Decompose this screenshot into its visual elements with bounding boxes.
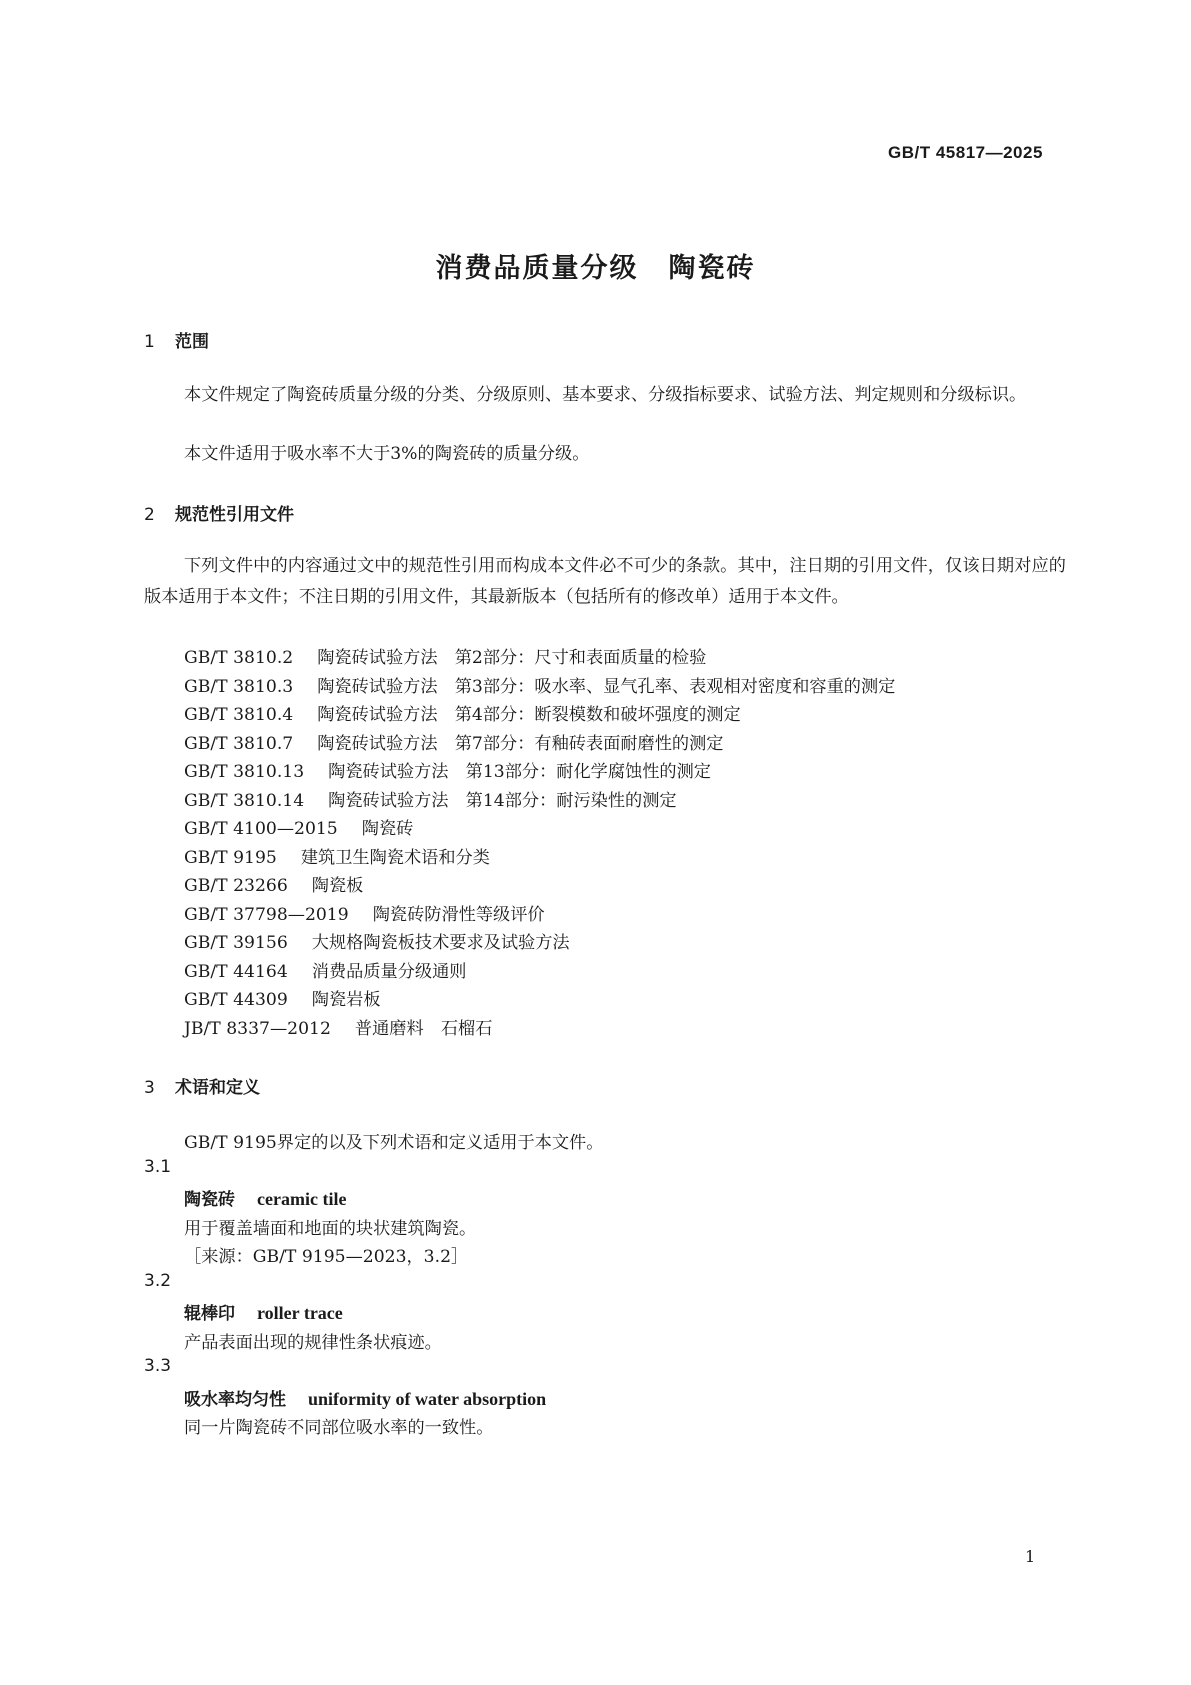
term-definition: 用于覆盖墙面和地面的块状建筑陶瓷。 [184, 1219, 477, 1239]
normative-references-intro: 下列文件中的内容通过文中的规范性引用而构成本文件必不可少的条款。其中，注日期的引用文件，仅该日期对应的版本适用于本文件；不注日期的引用文件，其最新版本（包括所有的修改单）适用于本文件。 [144, 556, 1066, 607]
term-number: 3.3 [144, 1356, 172, 1376]
terms-intro: GB/T 9195界定的以及下列术语和定义适用于本文件。 [184, 1133, 604, 1153]
reference-item: GB/T 44309 陶瓷岩板 [184, 990, 381, 1010]
reference-item: GB/T 3810.4 陶瓷砖试验方法 第4部分：断裂模数和破坏强度的测定 [184, 705, 741, 725]
reference-item: GB/T 3810.2 陶瓷砖试验方法 第2部分：尺寸和表面质量的检验 [184, 648, 707, 668]
reference-item: GB/T 9195 建筑卫生陶瓷术语和分类 [184, 848, 490, 868]
standard-number: GB/T 45817—2025 [888, 143, 1043, 162]
term-number: 3.1 [144, 1157, 172, 1177]
reference-item: GB/T 3810.13 陶瓷砖试验方法 第13部分：耐化学腐蚀性的测定 [184, 762, 711, 782]
term-definition: 同一片陶瓷砖不同部位吸水率的一致性。 [184, 1418, 494, 1438]
scope-paragraph-2: 本文件适用于吸水率不大于3%的陶瓷砖的质量分级。 [184, 444, 590, 464]
reference-item: GB/T 3810.14 陶瓷砖试验方法 第14部分：耐污染性的测定 [184, 791, 677, 811]
reference-item: GB/T 4100—2015 陶瓷砖 [184, 819, 414, 839]
term-source: ［来源：GB/T 9195—2023，3.2］ [184, 1247, 469, 1267]
section-3-heading: 3 术语和定义 [144, 1078, 260, 1098]
term-heading: 辊棒印 roller trace [184, 1303, 343, 1324]
term-definition: 产品表面出现的规律性条状痕迹。 [184, 1333, 442, 1353]
reference-item: GB/T 44164 消费品质量分级通则 [184, 962, 467, 982]
term-heading: 陶瓷砖 ceramic tile [184, 1189, 347, 1210]
section-1-heading: 1 范围 [144, 332, 209, 352]
document-title [0, 246, 1191, 285]
reference-item: GB/T 37798—2019 陶瓷砖防滑性等级评价 [184, 905, 545, 925]
reference-item: GB/T 3810.7 陶瓷砖试验方法 第7部分：有釉砖表面耐磨性的测定 [184, 734, 724, 754]
reference-item: JB/T 8337—2012 普通磨料 石榴石 [184, 1019, 493, 1039]
title-part-2: 陶瓷砖 [668, 253, 756, 284]
title-part-1: 消费品质量分级 [435, 253, 639, 284]
term-heading: 吸水率均匀性 uniformity of water absorption [184, 1389, 547, 1410]
reference-item: GB/T 39156 大规格陶瓷板技术要求及试验方法 [184, 933, 570, 953]
section-2-heading: 2 规范性引用文件 [144, 505, 294, 525]
reference-item: GB/T 3810.3 陶瓷砖试验方法 第3部分：吸水率、显气孔率、表观相对密度和容重的测定 [184, 677, 896, 697]
reference-item: GB/T 23266 陶瓷板 [184, 876, 364, 896]
page-number: 1 [1025, 1547, 1036, 1566]
scope-paragraph-1: 本文件规定了陶瓷砖质量分级的分类、分级原则、基本要求、分级指标要求、试验方法、判定规则和分级标识。 [184, 385, 1027, 405]
term-number: 3.2 [144, 1271, 172, 1291]
